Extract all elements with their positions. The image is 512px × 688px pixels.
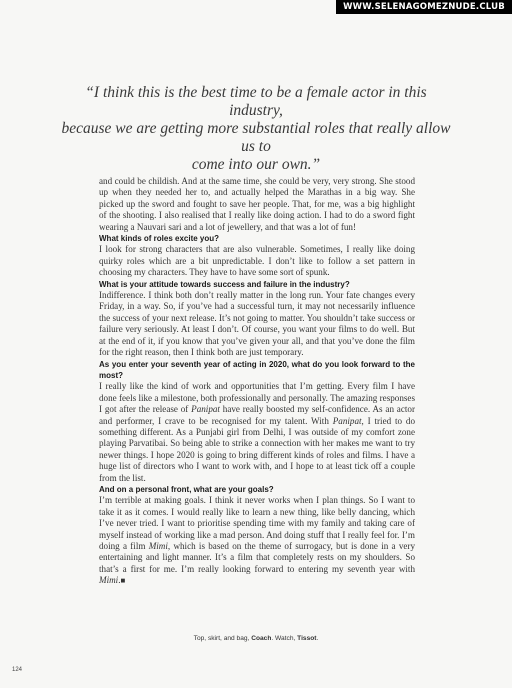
- interview-question: As you enter your seventh year of acting in 2020, what do you look forward to the most?: [99, 359, 415, 380]
- pull-quote-line: because we are getting more substantial roles that really allow us to: [61, 120, 451, 155]
- article-body: [99, 176, 415, 587]
- interview-question: And on a personal front, what are your goals?: [99, 484, 274, 494]
- answer-text: I’m terrible at making goals. I think it never works when I plan things. So I want to take it as it comes. I would really like to learn a new thing, like belly dancing, which I’ve never tried. I want to prioritise spending time with my family and taking care of myself instead of working like a mad person. And doing stuff that I really feel for. I’m doing a film: [99, 495, 415, 551]
- interview-question: What kinds of roles excite you?: [99, 234, 220, 244]
- interview-answer: [99, 381, 415, 484]
- pull-quote-line: come into our own.”: [191, 156, 321, 173]
- caption-text: Top, skirt, and bag,: [193, 635, 252, 642]
- pull-quote: [60, 84, 452, 174]
- brand-name: Coach: [251, 635, 272, 642]
- interview-answer: I look for strong characters that are also vulnerable. Sometimes, I really like doing quirky roles which are a bit unpredictable. I don’t like to follow a set pattern in choosing my characters. They have to have some sort of spunk.: [99, 244, 415, 278]
- interview-answer: Indifference. I think both don’t really matter in the long run. Your fate changes every Friday, in a way. So, if you’ve had a successful turn, it may not necessarily influence the success of your next release. It’s not going to matter. You shouldn’t take success or failure very seriously. At least I don’t. Of course, you want your films to do well. But at the end of it, if you know that you’ve given your all, and that you’ve done the film for the right reason, then I think both are just temporary.: [99, 290, 415, 358]
- pull-quote-line: “I think this is the best time to be a female actor in this industry,: [85, 84, 427, 119]
- interview-question: What is your attitude towards success and failure in the industry?: [99, 279, 350, 289]
- caption-text: .: [316, 635, 319, 642]
- answer-text: I really like the kind of work and opportunities that I’m getting. Every film I have done feels like a milestone, both professionally and personally. The amazing responses I got after the release of: [99, 381, 415, 415]
- end-mark-icon: ■: [120, 576, 126, 586]
- photo-credits-caption: [0, 635, 512, 642]
- film-title: Panipat: [332, 415, 362, 426]
- interview-answer: [99, 495, 415, 586]
- answer-text: .: [118, 575, 121, 586]
- brand-name: Tissot: [297, 635, 317, 642]
- answer-text: , which is based on the theme of surrogacy, but is done in a very entertaining and light manner. It’s a film that completely rests on my shoulders. So that’s a first for me. I’m really looking forward to entering my seventh year with: [99, 541, 416, 574]
- caption-text: . Watch,: [271, 635, 298, 642]
- answer-text: , I tried to do something different. As a Punjabi girl from Delhi, I was outside of my comfort zone playing Parvatibai. So being able to strike a connection with her makes me want to try newer things. I hope 2020 is going to bring different kinds of roles and films. I have a huge list of directors who I want to work with, and I hope to at least tick off a couple from the list.: [99, 415, 415, 483]
- film-title: Mimi: [148, 541, 168, 551]
- article-paragraph: and could be childish. And at the same time, she could be very, very strong. She stood up when they needed her to, and actually helped the Marathas in a big way. She picked up the sword and fought to save her people. That, for me, was a big highlight of the shooting. I also realised that I really like doing action. I had to do a sword fight wearing a Nauvari sari and a lot of jewellery, and that was a lot of fun!: [99, 176, 415, 232]
- watermark-banner: WWW.SELENAGOMEZNUDE.CLUB: [336, 0, 512, 14]
- page-number: 124: [12, 667, 23, 673]
- answer-text: have really boosted my self-confidence. As an actor and performer, I crave to be recognised for my talent. With: [99, 404, 415, 426]
- film-title: Panipat: [191, 404, 220, 415]
- film-title: Mimi: [99, 575, 119, 586]
